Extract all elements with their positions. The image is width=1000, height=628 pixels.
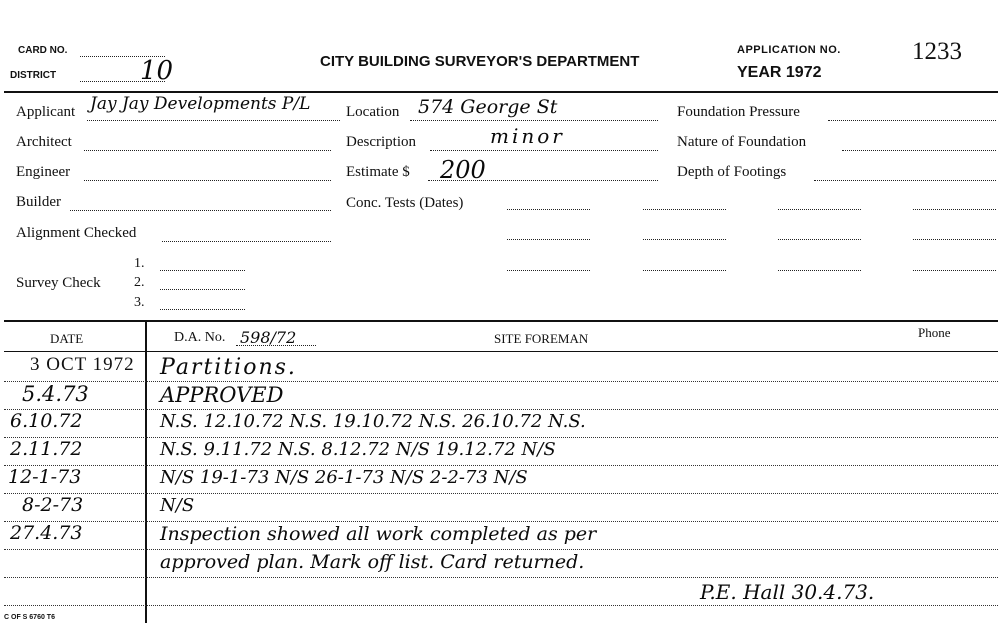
log-row-date: 2.11.72 xyxy=(10,438,83,460)
alignment-checked-line xyxy=(162,241,331,242)
log-row-date: 12-1-73 xyxy=(8,466,82,488)
application-no-value: 1233 xyxy=(912,38,962,65)
conc-test-line xyxy=(507,270,590,271)
alignment-checked-label: Alignment Checked xyxy=(16,225,137,241)
district-label: DISTRICT xyxy=(10,70,57,81)
da-no-label: D.A. No. xyxy=(174,330,226,345)
log-row-entry: N.S. 9.11.72 N.S. 8.12.72 N/S 19.12.72 N/S xyxy=(160,439,556,460)
applicant-line xyxy=(87,120,340,121)
foundation-pressure-line xyxy=(828,120,996,121)
log-row-entry: Inspection showed all work completed as per xyxy=(160,523,597,545)
location-value: 574 George St xyxy=(418,96,558,118)
form-code: C OF S 6760 T6 xyxy=(4,614,55,621)
log-row-entry: N/S 19-1-73 N/S 26-1-73 N/S 2-2-73 N/S xyxy=(160,467,528,488)
conc-test-line xyxy=(507,209,590,210)
survey-number-3: 3. xyxy=(134,295,145,310)
conc-test-line xyxy=(643,209,726,210)
log-row-entry: N.S. 12.10.72 N.S. 19.10.72 N.S. 26.10.72 N.S. xyxy=(160,411,586,432)
conc-test-line xyxy=(913,239,996,240)
applicant-label: Applicant xyxy=(16,104,76,120)
survey-number-1: 1. xyxy=(134,256,145,271)
log-row-entry: N/S xyxy=(160,495,195,516)
log-row-date: 27.4.73 xyxy=(10,522,83,544)
conc-test-line xyxy=(643,270,726,271)
application-no-label: APPLICATION NO. xyxy=(737,44,841,56)
conc-tests-label: Conc. Tests (Dates) xyxy=(346,195,464,211)
conc-test-line xyxy=(778,209,861,210)
header-divider xyxy=(4,91,998,93)
nature-of-foundation-line xyxy=(842,150,996,151)
log-row-entry: Partitions. xyxy=(160,355,297,380)
log-row-entry: APPROVED xyxy=(160,383,284,407)
estimate-value: 200 xyxy=(440,156,486,184)
log-header-divider xyxy=(4,351,998,352)
foundation-pressure-label: Foundation Pressure xyxy=(677,104,800,120)
estimate-label: Estimate $ xyxy=(346,164,410,180)
architect-label: Architect xyxy=(16,134,72,150)
survey-check-label: Survey Check xyxy=(16,275,101,291)
depth-of-footings-line xyxy=(814,180,996,181)
log-top-border xyxy=(4,320,998,322)
row-rule xyxy=(4,493,998,494)
description-line xyxy=(430,150,658,151)
architect-line xyxy=(84,150,331,151)
card-no-label: CARD NO. xyxy=(18,45,68,56)
row-rule xyxy=(4,465,998,466)
log-row-date: 6.10.72 xyxy=(10,410,83,432)
row-rule xyxy=(4,549,998,550)
inspector-signature: P.E. Hall 30.4.73. xyxy=(700,580,875,604)
conc-test-line xyxy=(507,239,590,240)
description-label: Description xyxy=(346,134,416,150)
conc-test-line xyxy=(643,239,726,240)
nature-of-foundation-label: Nature of Foundation xyxy=(677,134,807,150)
survey-line-2 xyxy=(160,289,245,290)
engineer-line xyxy=(84,180,331,181)
location-label: Location xyxy=(346,104,400,120)
depth-of-footings-label: Depth of Footings xyxy=(677,164,787,180)
description-value: minor xyxy=(490,124,565,148)
row-rule xyxy=(4,577,998,578)
year-label: YEAR 1972 xyxy=(737,64,822,81)
conc-test-line xyxy=(778,239,861,240)
builder-line xyxy=(70,210,331,211)
survey-line-1 xyxy=(160,270,245,271)
location-line xyxy=(410,120,658,121)
survey-number-2: 2. xyxy=(134,275,145,290)
engineer-label: Engineer xyxy=(16,164,71,180)
da-no-value: 598/72 xyxy=(240,328,297,347)
row-rule xyxy=(4,605,998,606)
site-foreman-header: SITE FOREMAN xyxy=(494,331,589,346)
log-row-date: 8-2-73 xyxy=(22,494,84,516)
log-row-date: 5.4.73 xyxy=(22,382,89,406)
district-value: 10 xyxy=(140,56,174,86)
department-title: CITY BUILDING SURVEYOR'S DEPARTMENT xyxy=(320,53,640,70)
row-rule xyxy=(4,437,998,438)
log-row-entry: approved plan. Mark off list. Card returned. xyxy=(160,551,585,573)
phone-header: Phone xyxy=(918,325,951,340)
applicant-value: Jay Jay Developments P/L xyxy=(90,94,311,114)
survey-line-3 xyxy=(160,309,245,310)
builder-label: Builder xyxy=(16,194,61,210)
conc-test-line xyxy=(913,270,996,271)
row-rule xyxy=(4,409,998,410)
conc-test-line xyxy=(913,209,996,210)
date-header: DATE xyxy=(50,331,84,346)
conc-test-line xyxy=(778,270,861,271)
row-rule xyxy=(4,521,998,522)
row-rule xyxy=(4,381,998,382)
log-row-date: 3 OCT 1972 xyxy=(30,354,135,375)
